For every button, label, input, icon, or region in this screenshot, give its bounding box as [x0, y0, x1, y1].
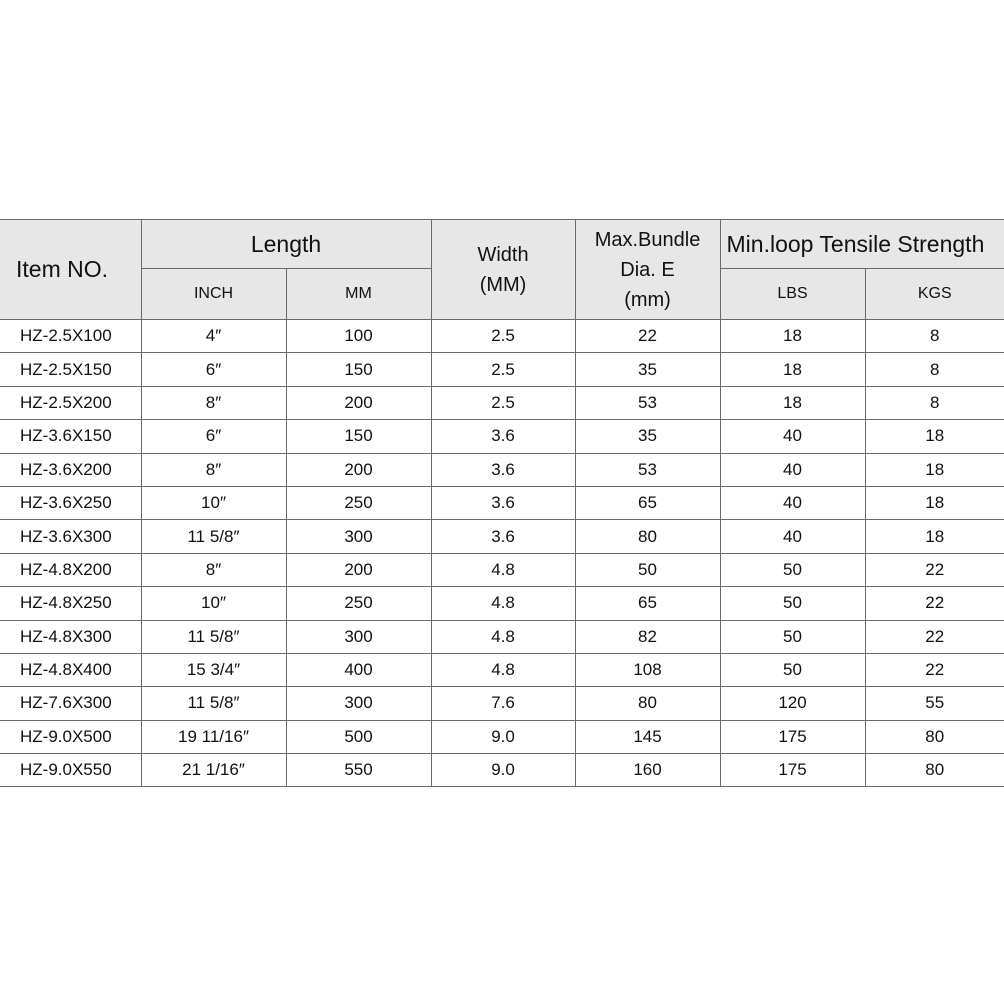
- table-row: [0, 620, 1004, 653]
- cell-kgs: 22: [865, 620, 1004, 653]
- table-body: [0, 320, 1004, 787]
- cell-width: 2.5: [431, 353, 575, 386]
- cell-kgs: 80: [865, 754, 1004, 787]
- cell-mm: 100: [286, 320, 431, 353]
- header-kgs: KGS: [865, 269, 1004, 320]
- cell-inch: 6″: [141, 353, 286, 386]
- cell-max-bundle: 65: [575, 587, 720, 620]
- cell-width: 7.6: [431, 687, 575, 720]
- cell-mm: 300: [286, 620, 431, 653]
- cell-item-no: HZ-3.6X300: [0, 520, 141, 553]
- cell-item-no: HZ-9.0X500: [0, 720, 141, 753]
- cell-width: 9.0: [431, 720, 575, 753]
- cell-width: 4.8: [431, 587, 575, 620]
- cell-inch: 8″: [141, 553, 286, 586]
- cell-item-no: HZ-7.6X300: [0, 687, 141, 720]
- table-row: [0, 420, 1004, 453]
- header-width-line1: Width: [477, 243, 529, 266]
- cell-lbs: 50: [720, 587, 865, 620]
- cell-item-no: HZ-4.8X200: [0, 553, 141, 586]
- table-row: [0, 653, 1004, 686]
- cell-item-no: HZ-3.6X200: [0, 453, 141, 486]
- cell-width: 4.8: [431, 653, 575, 686]
- cell-max-bundle: 65: [575, 486, 720, 519]
- cell-max-bundle: 22: [575, 320, 720, 353]
- header-mm: MM: [286, 269, 431, 320]
- cell-width: 3.6: [431, 420, 575, 453]
- cell-item-no: HZ-3.6X150: [0, 420, 141, 453]
- cell-mm: 500: [286, 720, 431, 753]
- cell-width: 3.6: [431, 520, 575, 553]
- header-width-line2: (MM): [479, 273, 527, 296]
- table-row: [0, 754, 1004, 787]
- table-header: [0, 220, 1004, 320]
- cell-item-no: HZ-2.5X150: [0, 353, 141, 386]
- spec-table: [0, 219, 1004, 787]
- cell-mm: 300: [286, 687, 431, 720]
- header-row-top: [0, 220, 1004, 269]
- cell-mm: 400: [286, 653, 431, 686]
- cell-mm: 200: [286, 453, 431, 486]
- header-max-bundle: [575, 220, 720, 320]
- header-width: [431, 220, 575, 320]
- cell-lbs: 50: [720, 653, 865, 686]
- cell-kgs: 22: [865, 653, 1004, 686]
- table-row: [0, 486, 1004, 519]
- header-bundle-line3: (mm): [624, 288, 671, 311]
- cell-max-bundle: 160: [575, 754, 720, 787]
- cell-kgs: 55: [865, 687, 1004, 720]
- cell-max-bundle: 35: [575, 353, 720, 386]
- cell-width: 3.6: [431, 453, 575, 486]
- cell-lbs: 40: [720, 486, 865, 519]
- cell-lbs: 50: [720, 620, 865, 653]
- cell-mm: 200: [286, 386, 431, 419]
- cell-item-no: HZ-4.8X400: [0, 653, 141, 686]
- cell-item-no: HZ-3.6X250: [0, 486, 141, 519]
- cell-inch: 15 3/4″: [141, 653, 286, 686]
- cell-width: 9.0: [431, 754, 575, 787]
- cell-max-bundle: 53: [575, 453, 720, 486]
- table-row: [0, 687, 1004, 720]
- cell-max-bundle: 80: [575, 687, 720, 720]
- table-row: [0, 320, 1004, 353]
- cell-width: 3.6: [431, 486, 575, 519]
- cell-mm: 550: [286, 754, 431, 787]
- table-row: [0, 386, 1004, 419]
- cell-kgs: 18: [865, 453, 1004, 486]
- cell-kgs: 8: [865, 320, 1004, 353]
- cell-width: 2.5: [431, 320, 575, 353]
- cell-width: 4.8: [431, 553, 575, 586]
- cell-max-bundle: 35: [575, 420, 720, 453]
- table-row: [0, 453, 1004, 486]
- cell-lbs: 18: [720, 320, 865, 353]
- cell-item-no: HZ-4.8X250: [0, 587, 141, 620]
- cell-kgs: 8: [865, 353, 1004, 386]
- cell-lbs: 175: [720, 754, 865, 787]
- cell-lbs: 40: [720, 520, 865, 553]
- table-row: [0, 587, 1004, 620]
- table-row: [0, 520, 1004, 553]
- header-lbs: LBS: [720, 269, 865, 320]
- table-row: [0, 720, 1004, 753]
- cell-item-no: HZ-9.0X550: [0, 754, 141, 787]
- cell-mm: 150: [286, 420, 431, 453]
- cell-inch: 11 5/8″: [141, 687, 286, 720]
- cell-kgs: 22: [865, 553, 1004, 586]
- cell-mm: 250: [286, 486, 431, 519]
- header-length: Length: [141, 220, 431, 269]
- cell-mm: 300: [286, 520, 431, 553]
- cell-kgs: 8: [865, 386, 1004, 419]
- cell-max-bundle: 53: [575, 386, 720, 419]
- cell-mm: 250: [286, 587, 431, 620]
- cell-lbs: 40: [720, 420, 865, 453]
- cell-max-bundle: 50: [575, 553, 720, 586]
- cell-max-bundle: 145: [575, 720, 720, 753]
- cell-lbs: 120: [720, 687, 865, 720]
- cell-max-bundle: 108: [575, 653, 720, 686]
- cell-kgs: 80: [865, 720, 1004, 753]
- cell-inch: 10″: [141, 486, 286, 519]
- cell-width: 2.5: [431, 386, 575, 419]
- cell-lbs: 50: [720, 553, 865, 586]
- cell-inch: 8″: [141, 453, 286, 486]
- header-tensile-strength: Min.loop Tensile Strength: [720, 220, 1004, 269]
- cell-item-no: HZ-2.5X100: [0, 320, 141, 353]
- cell-inch: 10″: [141, 587, 286, 620]
- cell-mm: 200: [286, 553, 431, 586]
- cell-kgs: 18: [865, 520, 1004, 553]
- cell-max-bundle: 82: [575, 620, 720, 653]
- cell-max-bundle: 80: [575, 520, 720, 553]
- cell-lbs: 40: [720, 453, 865, 486]
- table-row: [0, 553, 1004, 586]
- cell-lbs: 175: [720, 720, 865, 753]
- cell-lbs: 18: [720, 353, 865, 386]
- cell-inch: 4″: [141, 320, 286, 353]
- cell-inch: 11 5/8″: [141, 520, 286, 553]
- cell-lbs: 18: [720, 386, 865, 419]
- cell-item-no: HZ-4.8X300: [0, 620, 141, 653]
- cell-inch: 21 1/16″: [141, 754, 286, 787]
- cell-inch: 11 5/8″: [141, 620, 286, 653]
- cell-inch: 8″: [141, 386, 286, 419]
- cell-inch: 6″: [141, 420, 286, 453]
- cell-width: 4.8: [431, 620, 575, 653]
- table-row: [0, 353, 1004, 386]
- cell-kgs: 22: [865, 587, 1004, 620]
- cell-kgs: 18: [865, 420, 1004, 453]
- header-item-no: Item NO.: [0, 220, 141, 320]
- cell-item-no: HZ-2.5X200: [0, 386, 141, 419]
- header-bundle-line1: Max.Bundle: [594, 228, 701, 251]
- cell-mm: 150: [286, 353, 431, 386]
- header-bundle-line2: Dia. E: [620, 258, 675, 281]
- cell-inch: 19 11/16″: [141, 720, 286, 753]
- cell-kgs: 18: [865, 486, 1004, 519]
- header-inch: INCH: [141, 269, 286, 320]
